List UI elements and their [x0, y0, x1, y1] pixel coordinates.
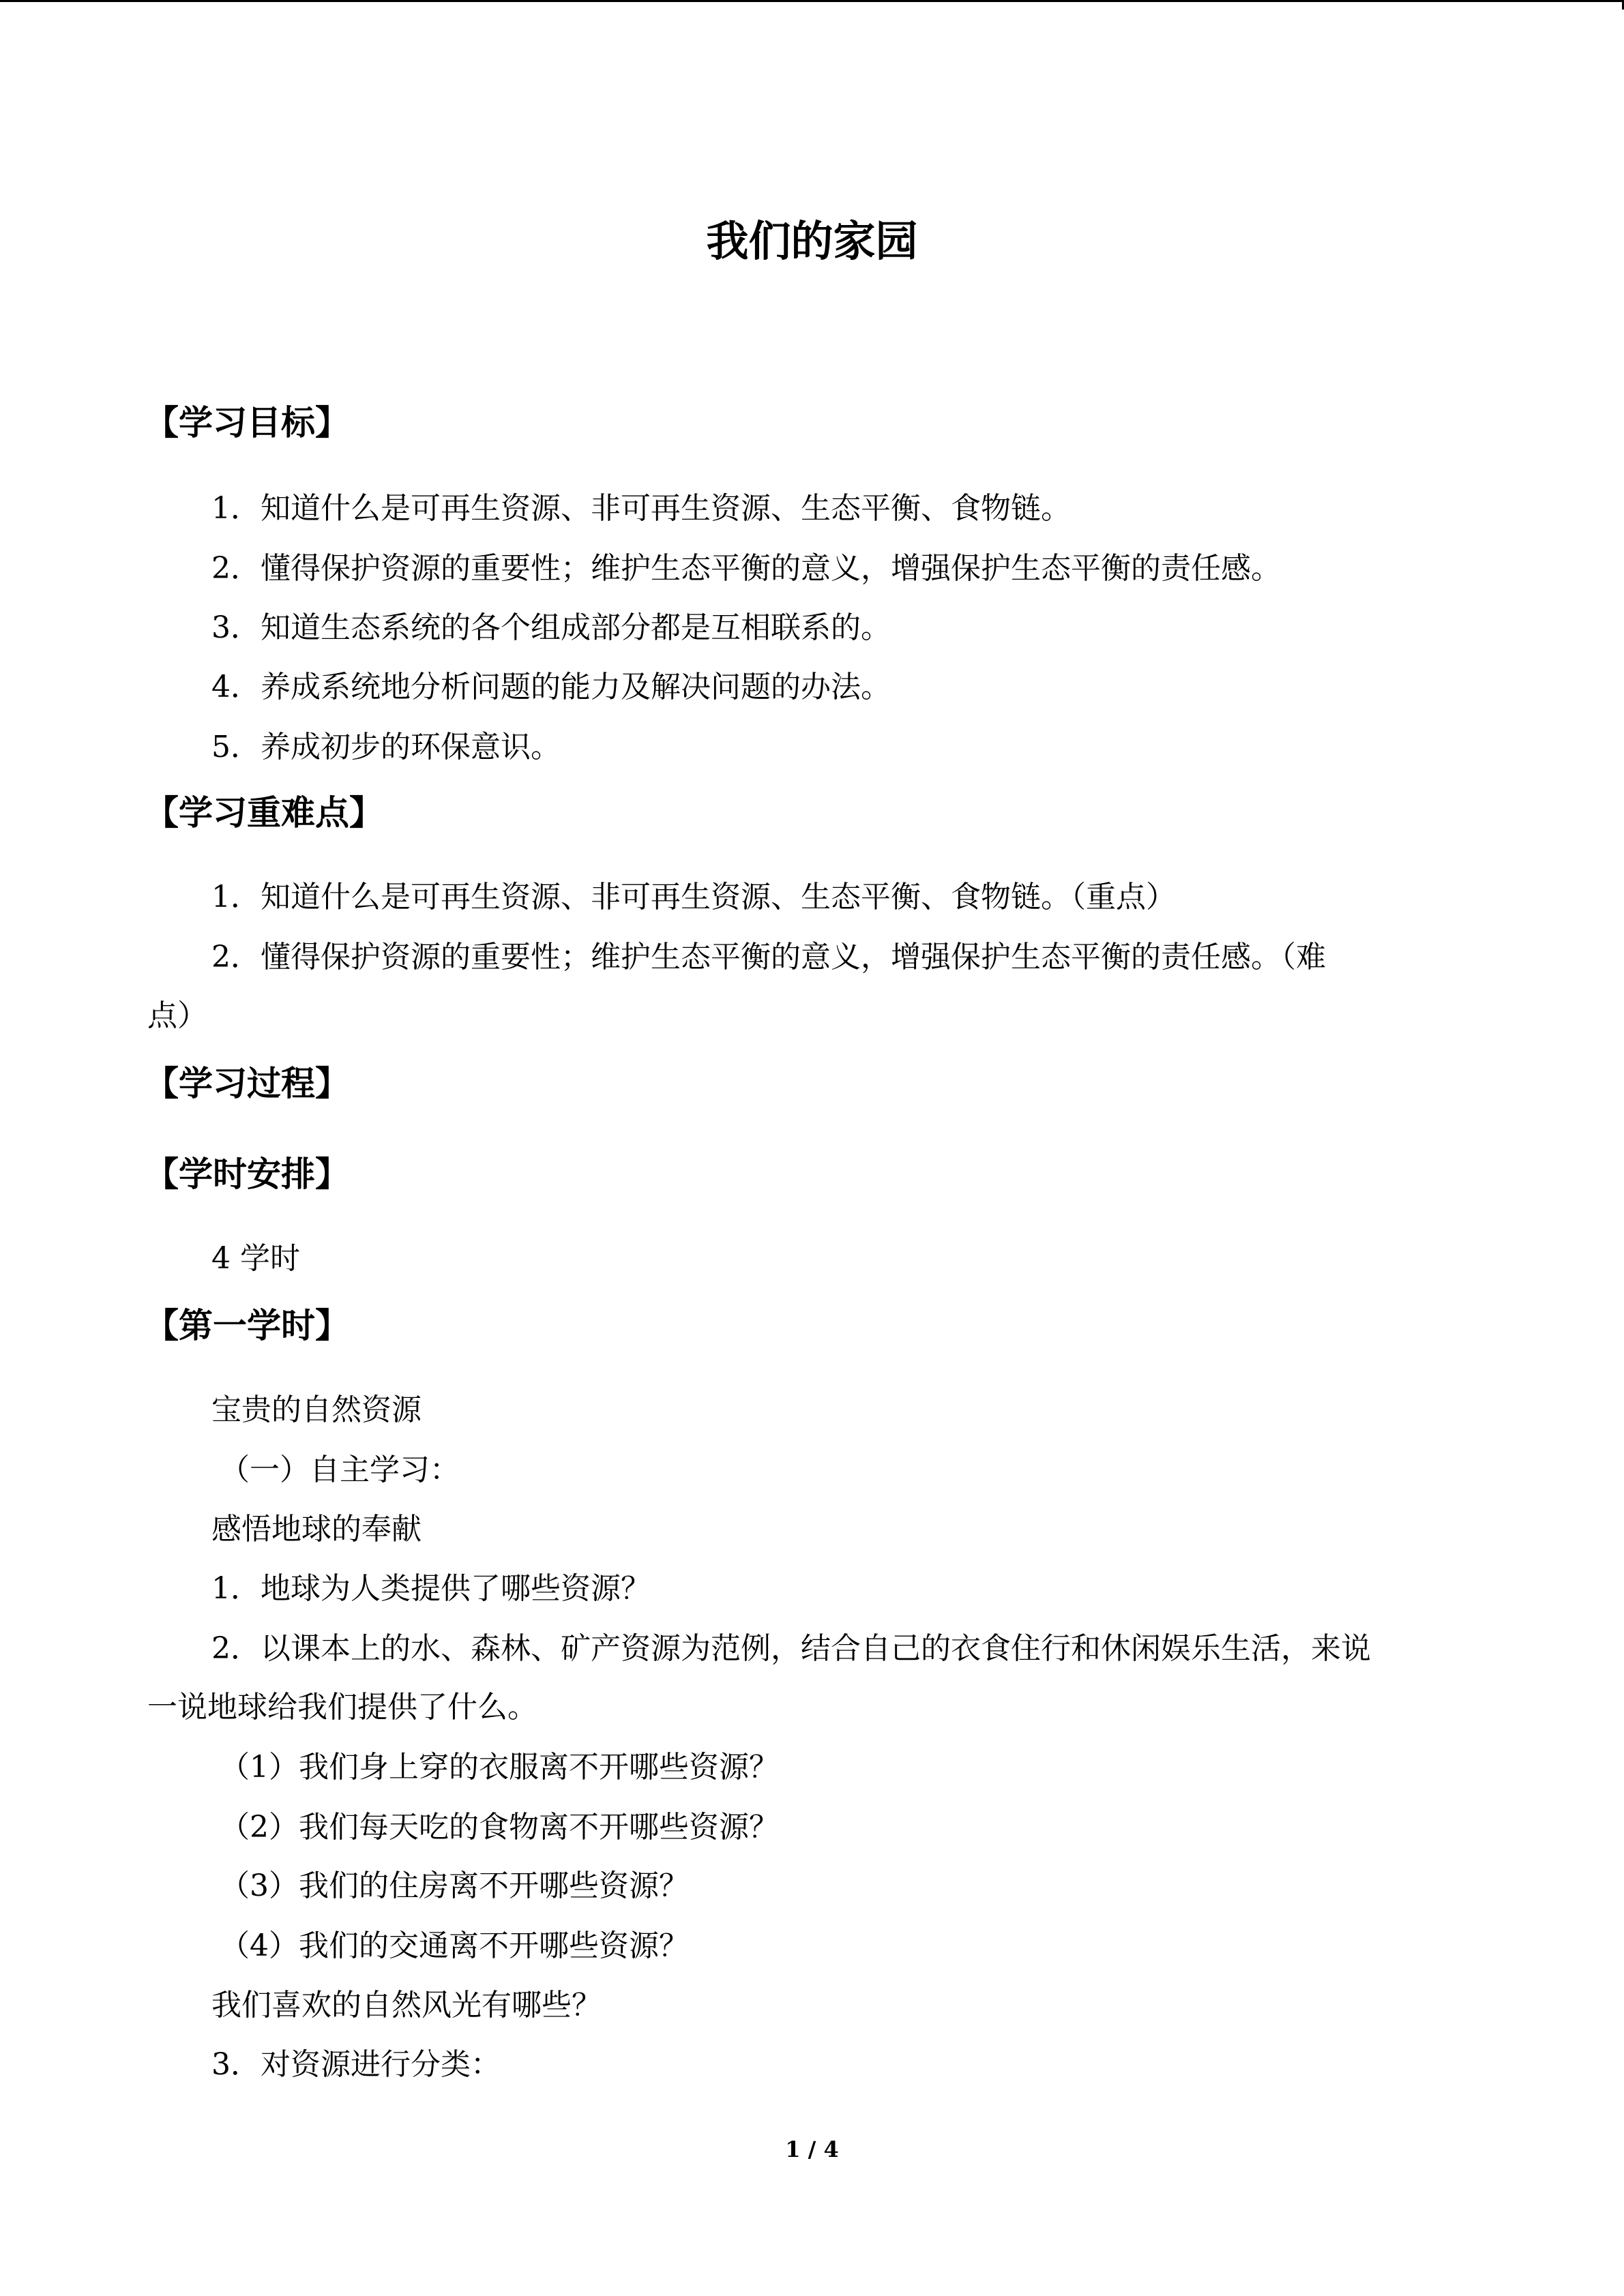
key-point-item-2-cont: 点）: [147, 998, 207, 1033]
line-self-study: （一）自主学习：: [220, 1452, 460, 1487]
heading-first-period: 【第一学时】: [145, 1306, 349, 1345]
question-1: 1．地球为人类提供了哪些资源？: [211, 1571, 651, 1606]
key-point-item-1: 1．知道什么是可再生资源、非可再生资源、生态平衡、食物链。（重点）: [211, 880, 1176, 914]
objective-item-1: 1．知道什么是可再生资源、非可再生资源、生态平衡、食物链。: [211, 491, 1071, 526]
sub-question-2: （2）我们每天吃的食物离不开哪些资源？: [220, 1810, 779, 1845]
question-2: 2．以课本上的水、森林、矿产资源为范例，结合自己的衣食住行和休闲娱乐生活，来说: [211, 1631, 1371, 1666]
heading-objectives: 【学习目标】: [145, 403, 349, 443]
line-precious-resources: 宝贵的自然资源: [211, 1392, 422, 1427]
objective-item-3: 3．知道生态系统的各个组成部分都是互相联系的。: [211, 610, 891, 645]
page-number: 1 / 4: [785, 2136, 839, 2162]
objective-item-2: 2．懂得保护资源的重要性；维护生态平衡的意义，增强保护生态平衡的责任感。: [211, 551, 1281, 586]
heading-key-points: 【学习重难点】: [145, 793, 383, 833]
question-2-cont: 一说地球给我们提供了什么。: [147, 1690, 537, 1725]
sub-question-3: （3）我们的住房离不开哪些资源？: [220, 1868, 689, 1903]
objective-item-4: 4．养成系统地分析问题的能力及解决问题的办法。: [211, 670, 891, 704]
sub-question-4: （4）我们的交通离不开哪些资源？: [220, 1928, 689, 1963]
objective-item-5: 5．养成初步的环保意识。: [211, 730, 561, 764]
document-title: 我们的家园: [706, 216, 918, 266]
sub-question-1: （1）我们身上穿的衣服离不开哪些资源？: [220, 1750, 779, 1785]
page-top-border: [0, 0, 1624, 2]
schedule-text: 4 学时: [211, 1241, 300, 1276]
heading-process: 【学习过程】: [145, 1064, 349, 1103]
line-earth-contribution: 感悟地球的奉献: [211, 1512, 422, 1547]
line-natural-scenery: 我们喜欢的自然风光有哪些？: [211, 1988, 602, 2023]
question-3: 3．对资源进行分类：: [211, 2047, 501, 2082]
key-point-item-2: 2．懂得保护资源的重要性；维护生态平衡的意义，增强保护生态平衡的责任感。（难: [211, 940, 1326, 974]
heading-schedule: 【学时安排】: [145, 1154, 349, 1194]
